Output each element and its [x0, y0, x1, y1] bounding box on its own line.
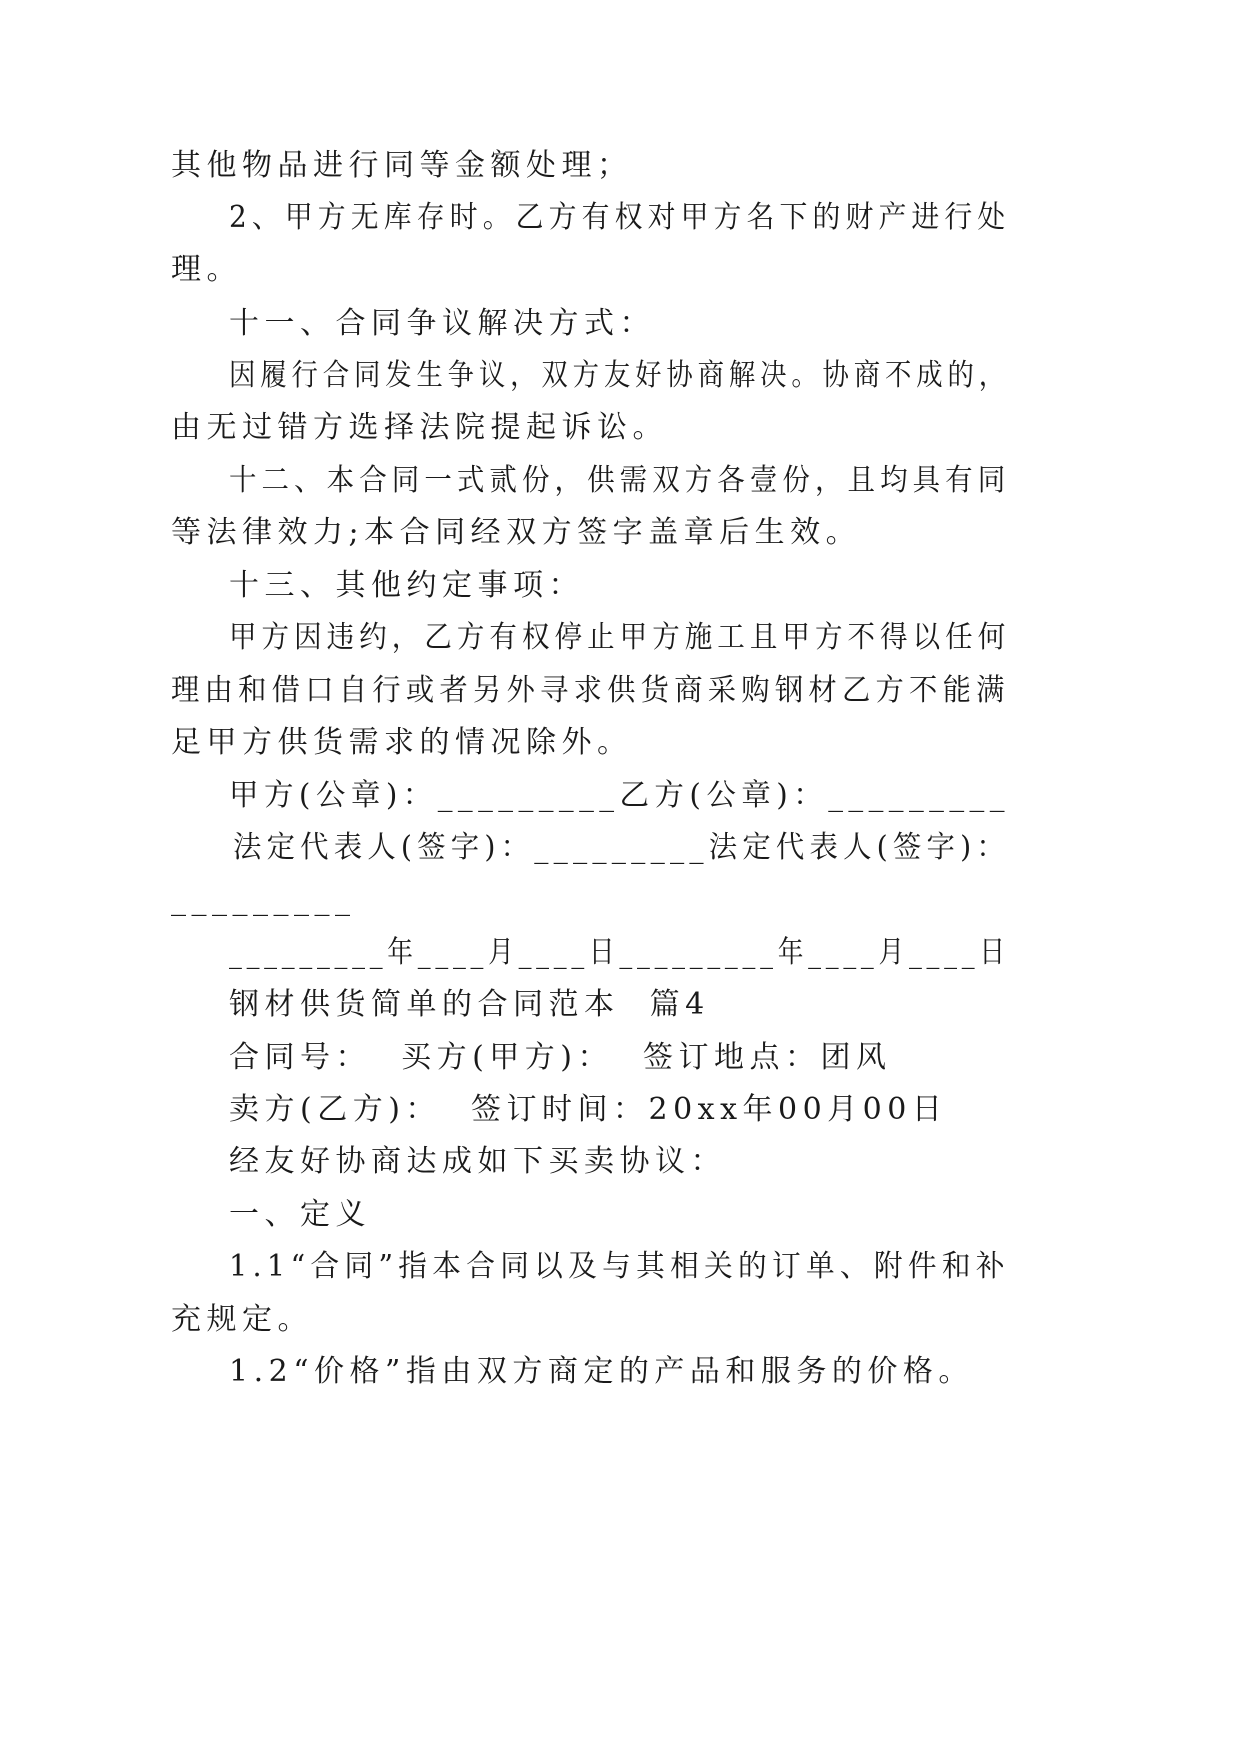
- paragraph-line: 其他物品进行同等金额处理；: [171, 148, 633, 183]
- section-heading: 十一、合同争议解决方式：: [229, 306, 655, 341]
- signature-line: 甲方(公章)：_________乙方(公章)：_________: [229, 778, 1010, 813]
- signature-blank: _________: [171, 882, 356, 917]
- paragraph-line: 足甲方供货需求的情况除外。: [171, 725, 633, 760]
- paragraph-line: 理。: [171, 252, 242, 287]
- paragraph-line: 因履行合同发生争议，双方友好协商解决。协商不成的，: [229, 358, 1010, 393]
- section-heading: 一、定义: [229, 1197, 371, 1232]
- paragraph-line: 甲方因违约，乙方有权停止甲方施工且甲方不得以任何: [229, 620, 1011, 655]
- signature-line: 法定代表人(签字)：_________法定代表人(签字)：: [233, 830, 1010, 865]
- date-line: _________年____月____日_________年____月____日: [229, 935, 1010, 970]
- paragraph-line: 经友好协商达成如下买卖协议：: [229, 1144, 726, 1179]
- section-heading: 十三、其他约定事项：: [229, 568, 584, 603]
- paragraph-line: 1.1“合同”指本合同以及与其相关的订单、附件和补: [229, 1249, 1010, 1284]
- contract-info-line: 合同号： 买方(甲方)： 签订地点：团风: [229, 1040, 892, 1075]
- paragraph-line: 由无过错方选择法院提起诉讼。: [171, 410, 668, 445]
- paragraph-line: 等法律效力;本合同经双方签字盖章后生效。: [171, 515, 862, 550]
- paragraph-line: 理由和借口自行或者另外寻求供货商采购钢材乙方不能满: [171, 673, 1010, 708]
- paragraph-line: 1.2“价格”指由双方商定的产品和服务的价格。: [229, 1354, 974, 1389]
- contract-info-line: 卖方(乙方)： 签订时间：20xx年00月00日: [229, 1092, 948, 1127]
- paragraph-line: 充规定。: [171, 1302, 313, 1337]
- paragraph-line: 十二、本合同一式贰份，供需双方各壹份，且均具有同: [229, 463, 1011, 498]
- paragraph-line: 2、甲方无库存时。乙方有权对甲方名下的财产进行处: [229, 200, 1011, 235]
- section-title: 钢材供货简单的合同范本 篇4: [229, 987, 710, 1022]
